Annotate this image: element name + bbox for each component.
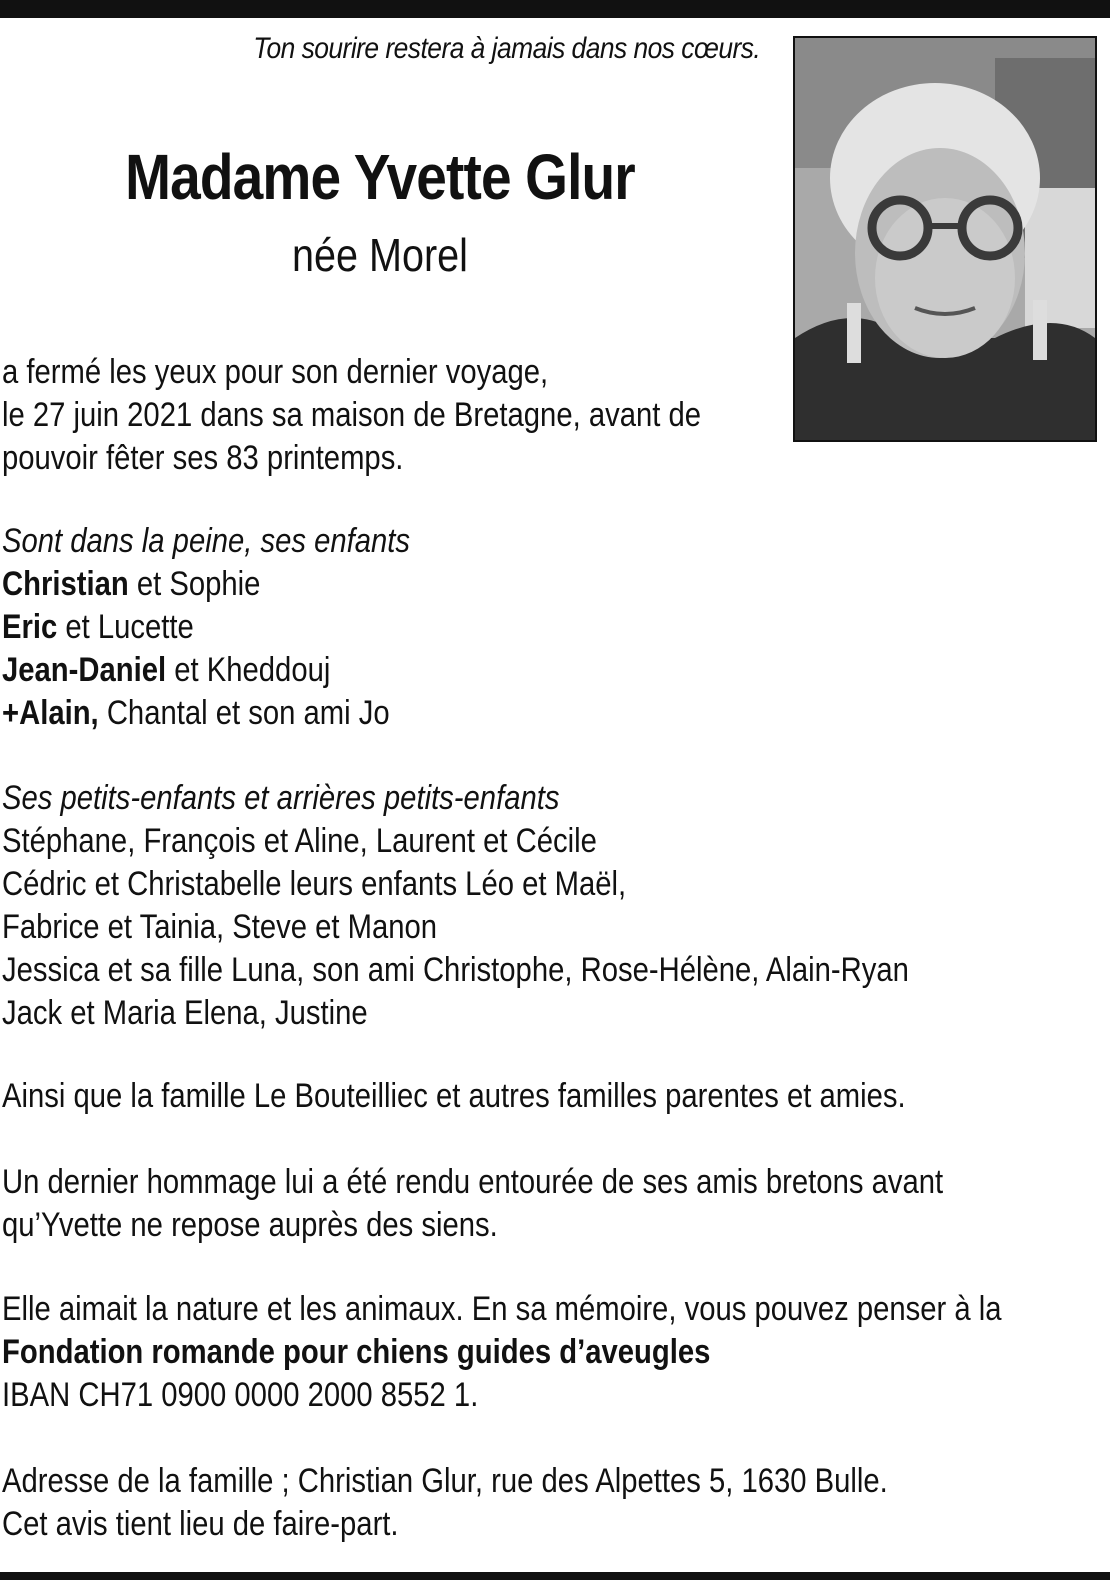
grandchildren-line: Fabrice et Tainia, Steve et Manon	[2, 908, 438, 946]
child-partner: et Kheddouj	[166, 651, 331, 689]
donation-block	[2, 1288, 1034, 1417]
grandchildren-heading: Ses petits-enfants et arrières petits-enfants	[2, 779, 560, 817]
grandchildren-line: Jack et Maria Elena, Justine	[2, 994, 368, 1032]
child-entry	[2, 563, 1034, 606]
motto: Ton sourire restera à jamais dans nos cœurs.	[253, 32, 761, 65]
address-block	[2, 1460, 1034, 1546]
child-name: Christian	[2, 565, 129, 603]
top-rule	[0, 0, 1110, 18]
maiden-name: née Morel	[292, 229, 468, 281]
grandchildren-block	[2, 777, 1034, 1035]
donation-text: Elle aimait la nature et les animaux. En sa mémoire, vous pouvez penser à la	[2, 1290, 1002, 1328]
family-block	[2, 1075, 1034, 1118]
child-partner: et Lucette	[57, 608, 194, 646]
tribute-block	[2, 1161, 1034, 1247]
announcement-line: a fermé les yeux pour son dernier voyage,	[2, 353, 549, 391]
child-entry	[2, 692, 1034, 735]
child-entry	[2, 649, 1034, 692]
child-name: +Alain,	[2, 694, 99, 732]
child-entry	[2, 606, 1034, 649]
deceased-name: Madame Yvette Glur	[125, 141, 635, 213]
iban: IBAN CH71 0900 0000 2000 8552 1.	[2, 1376, 479, 1414]
announcement-line: le 27 juin 2021 dans sa maison de Bretagne, avant de	[2, 396, 702, 434]
grandchildren-line: Stéphane, François et Aline, Laurent et Cécile	[2, 822, 597, 860]
child-partner: Chantal et son ami Jo	[98, 694, 390, 732]
grandchildren-line: Cédric et Christabelle leurs enfants Léo et Maël,	[2, 865, 627, 903]
child-name: Eric	[2, 608, 58, 646]
closing-note: Cet avis tient lieu de faire-part.	[2, 1505, 399, 1543]
announcement-line: pouvoir fêter ses 83 printemps.	[2, 439, 404, 477]
child-partner: et Sophie	[128, 565, 261, 603]
tribute-line: Un dernier hommage lui a été rendu entourée de ses amis bretons avant	[2, 1163, 944, 1201]
children-heading: Sont dans la peine, ses enfants	[2, 522, 411, 560]
family-line: Ainsi que la famille Le Bouteilliec et autres familles parentes et amies.	[2, 1077, 906, 1115]
children-block	[2, 520, 1034, 735]
tribute-line: qu’Yvette ne repose auprès des siens.	[2, 1206, 498, 1244]
announcement-block	[2, 351, 1034, 480]
bottom-rule	[0, 1572, 1110, 1580]
grandchildren-line: Jessica et sa fille Luna, son ami Christophe, Rose-Hélène, Alain-Ryan	[2, 951, 909, 989]
family-address: Adresse de la famille ; Christian Glur, rue des Alpettes 5, 1630 Bulle.	[2, 1462, 888, 1500]
foundation-name: Fondation romande pour chiens guides d’aveugles	[2, 1333, 711, 1371]
child-name: Jean-Daniel	[2, 651, 167, 689]
